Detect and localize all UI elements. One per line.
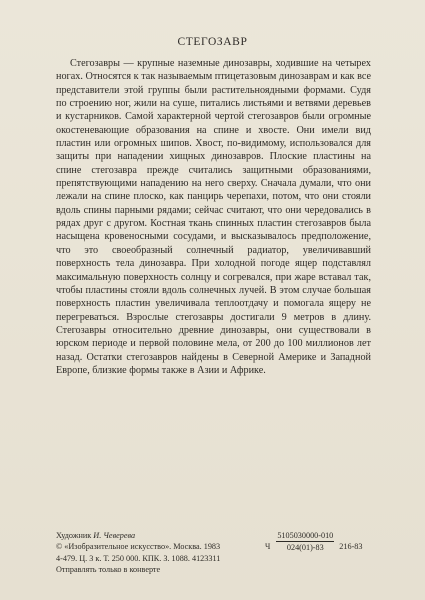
artist-name: И. Чеверева xyxy=(93,531,136,540)
colophon xyxy=(56,530,256,576)
description-paragraph: Стегозавры — крупные наземные динозавры, ходившие на четырех ногах. Относятся к так называемым птицетазовым динозаврам и как все представители этой группы были растительноядными формами. Судя по строению ног, жили на суше, питались листьями и ветвями деревьев и кустарников. Самой характерной чертой стегозавров были огромные окостеневающие образования на спине и хвосте. Они имели вид пластин или огромных шипов. Хвост, по-видимому, использовался для защиты при нападении хищных динозавров. Плоские пластины на спине стегозавра прежде считались защитными образованиями, препятствующими нападению на него сверху. Сначала думали, что они лежали на спине плоско, как панцирь черепахи, потом, что они стояли вдоль спины парными рядами; сейчас считают, что они чередовались в рядах друг с другом. Костная ткань спинных пластин стегозавров была насыщена кровеносными сосудами, и высказывалось предположение, что это своеобразный солнечный радиатор, увеличивавший поверхность тела динозавра. При холодной погоде ящер подставлял максимальную поверхность солнцу и согревался, при жаре вставал так, чтобы пластины стояли вдоль солнечных лучей. В этом случае большая поверхность пластин увеличивала теплоотдачу и помогала ящеру не перегреваться. Взрослые стегозавры достигали 9 метров в длину. Стегозавры относительно древние динозавры, они существовали в юрском периоде и первой половине мела, от 200 до 100 миллионов лет назад. Остатки стегозавров найдены в Северной Америке и Западной Европе, близкие формы также в Азии и Африке. xyxy=(56,58,371,376)
index-denominator: 024(01)-83 xyxy=(286,543,324,553)
page-title: СТЕГОЗАВР xyxy=(177,36,248,48)
print-info-line: 4-479. Ц. 3 к. Т. 250 000. КПК. З. 1088. 4123311 xyxy=(56,553,221,563)
index-numerator: 5105030000-010 xyxy=(276,530,334,542)
publisher-line: © «Изобразительное искусство». Москва. 1983 xyxy=(56,542,221,552)
artist-credit xyxy=(56,530,256,541)
mail-note: Отправлять только в конверте xyxy=(56,565,161,575)
description-text xyxy=(56,57,371,377)
artist-label: Художник xyxy=(56,531,92,540)
index-letter: Ч xyxy=(265,542,271,552)
index-fraction xyxy=(276,530,334,554)
catalog-index xyxy=(265,530,362,554)
index-code: 216-83 xyxy=(339,542,363,552)
